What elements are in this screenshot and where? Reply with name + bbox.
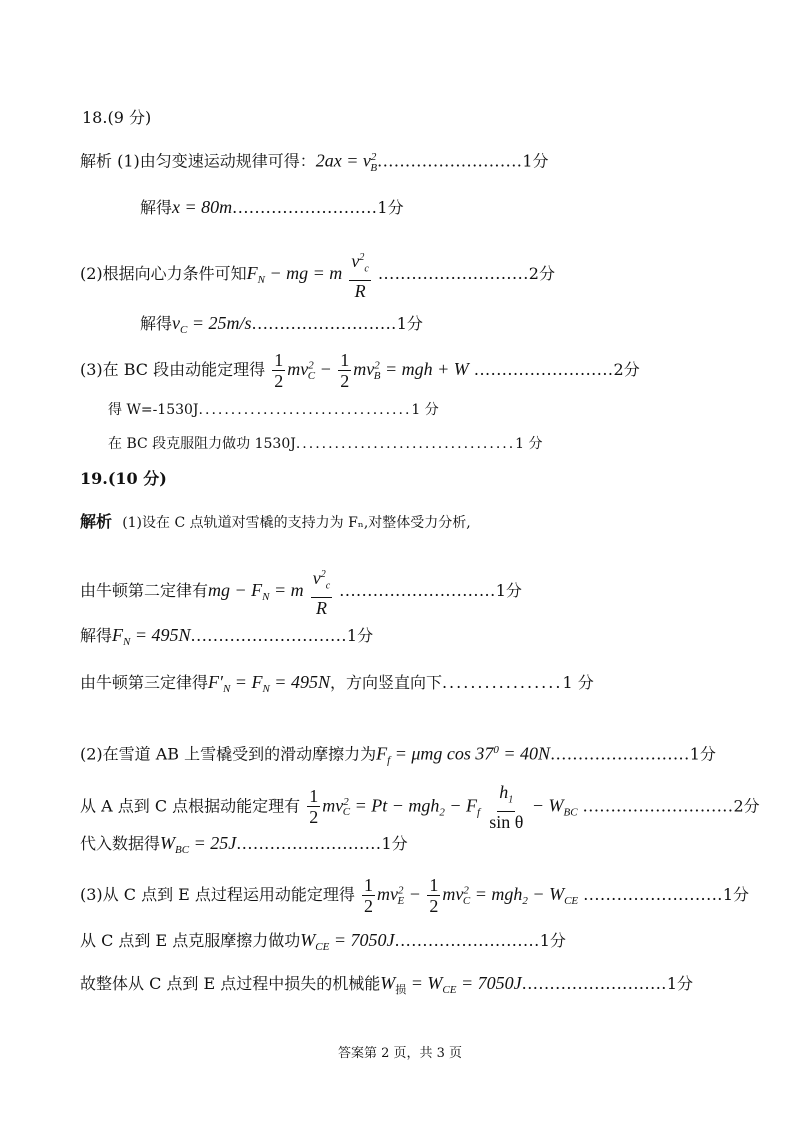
q18-line1: 解析 (1)由匀变速运动规律可得：$2ax = v^2_B..........................1$分 [80, 150, 549, 174]
q19-line10: 故整体从 C 点到 E 点过程中损失的机械能$W_损 = W_{CE} = 7050J..........................1$分 [80, 973, 694, 997]
q19-line4: 由牛顿第三定律得$F'_N = F_N = 495N$，方向竖直向下.................1 分 [80, 672, 594, 696]
q18-line7: 在 BC 段克服阻力做功 1530J..................................1 分 [108, 436, 543, 452]
q18-line2: 解得x = 80m..........................1分 [140, 197, 404, 217]
q18-line5: (3)在 BC 段由动能定理得 $\frac{1}{2}$ $mv^2_C$ − $\frac{1}{2}$ $mv^2_B$ = mgh + W .........................2分 [80, 350, 640, 391]
q19-line7: 代入数据得$W_{BC} = 25J..........................1$分 [80, 833, 408, 857]
q19-line2: 由牛顿第二定律有mg − $F_N = m$ $\frac{v^2_c}{R}$ ............................1分 [80, 565, 522, 618]
q19-line6: 从 A 点到 C 点根据动能定理有 $\frac{1}{2}$ $mv^2_C = Pt - mgh_2 - F_f$ $\frac{h_1}{\text{sin θ}}$ − $W_{BC}$ ...........................2分 [80, 782, 760, 832]
page-footer: 答案第 2 页，共 3 页 [337, 1046, 463, 1061]
q18-fraction: $\frac{v^2_c}{R}$ [349, 248, 370, 301]
q18-line6: 得 W=-1530J.................................1 分 [108, 402, 439, 418]
q19-line8: (3)从 C 点到 E 点过程运用动能定理得 $\frac{1}{2}$ $mv^2_E$ − $\frac{1}{2}$ $mv^2_C = mgh_2 - W_{CE}$ .........................1分 [80, 875, 750, 916]
q18-line4: 解得$v_C = 25m/s..........................1$分 [140, 313, 423, 337]
q19-header: 19.(10 分) [80, 469, 167, 488]
q18-line3: (2)根据向心力条件可知$F_N$ − mg = m $\frac{v^2_c}{R}$ ...........................2分 [80, 248, 555, 301]
q18-header: 18.(9 分) [82, 108, 152, 127]
q19-line1: 解析 (1)设在 C 点轨道对雪橇的支持力为 Fₙ,对整体受力分析, [80, 512, 471, 531]
q19-line9: 从 C 点到 E 点克服摩擦力做功$W_{CE} = 7050J..........................1$分 [80, 930, 566, 954]
q19-line5: (2)在雪道 AB 上雪橇受到的滑动摩擦力为$F_f = \mu mg$ $\cos 37^0 = 40N.........................1$分 [80, 743, 716, 767]
q19-line3: 解得$F_N = 495N............................1$分 [80, 625, 374, 649]
